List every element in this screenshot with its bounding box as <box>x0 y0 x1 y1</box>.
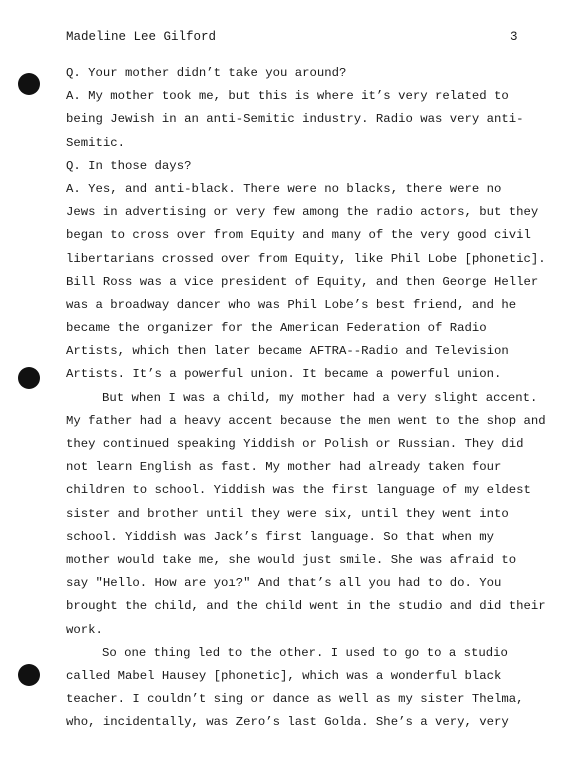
transcript-line: work. <box>66 622 103 637</box>
transcript-line: school. Yiddish was Jack’s first language. So that when my <box>66 529 495 544</box>
transcript-line: A. Yes, and anti-black. There were no blacks, there were no <box>66 181 502 196</box>
transcript-line: mother would take me, she would just smile. She was afraid to <box>66 552 517 567</box>
binder-hole <box>18 73 40 95</box>
binder-hole <box>18 367 40 389</box>
transcript-line: sister and brother until they were six, until they went into <box>66 506 509 521</box>
transcript-line: who, incidentally, was Zero’s last Golda. She’s a very, very <box>66 715 509 730</box>
transcript-line: Q. In those days? <box>66 158 192 173</box>
transcript-line: called Mabel Hausey [phonetic], which was a wonderful black <box>66 668 502 683</box>
transcript-line: But when I was a child, my mother had a very slight accent. <box>102 390 538 405</box>
transcript-line: Q. Your mother didn’t take you around? <box>66 66 347 80</box>
transcript-line: children to school. Yiddish was the first language of my eldest <box>66 483 531 498</box>
transcript-line: not learn English as fast. My mother had already taken four <box>66 460 502 475</box>
transcript-line: was a broadway dancer who was Phil Lobe’s best friend, and he <box>66 297 517 312</box>
transcript-line: A. My mother took me, but this is where it’s very related to <box>66 89 509 104</box>
transcript-line: Artists. It’s a powerful union. It became a powerful union. <box>66 367 502 382</box>
transcript-line: Semitic. <box>66 135 126 150</box>
transcript-line: say "Hello. How are yoı?" And that’s all you had to do. You <box>66 576 502 591</box>
transcript-line: Bill Ross was a vice president of Equity, and then George Heller <box>66 274 539 289</box>
binder-hole <box>18 664 40 686</box>
transcript-line: they continued speaking Yiddish or Polish or Russian. They did <box>66 437 524 451</box>
transcript-line: libertarians crossed over from Equity, like Phil Lobe [phonetic]. <box>66 251 546 266</box>
transcript-line: teacher. I couldn’t sing or dance as well as my sister Thelma, <box>66 692 524 707</box>
transcript-line: being Jewish in an anti-Semitic industry. Radio was very anti- <box>66 112 524 127</box>
page-number: 3 <box>510 30 518 44</box>
transcript-line: began to cross over from Equity and many of the very good civil <box>66 228 531 243</box>
transcript-line: brought the child, and the child went in the studio and did their <box>66 599 546 614</box>
transcript-line: My father had a heavy accent because the men went to the shop and <box>66 413 546 428</box>
header-name: Madeline Lee Gilford <box>66 30 217 44</box>
transcript-line: Jews in advertising or very few among the radio actors, but they <box>66 205 539 220</box>
transcript-line: So one thing led to the other. I used to go to a studio <box>102 645 508 660</box>
transcript-line: became the organizer for the American Federation of Radio <box>66 321 487 336</box>
transcript-line: Artists, which then later became AFTRA--Radio and Television <box>66 344 509 359</box>
transcript-body <box>66 62 546 734</box>
